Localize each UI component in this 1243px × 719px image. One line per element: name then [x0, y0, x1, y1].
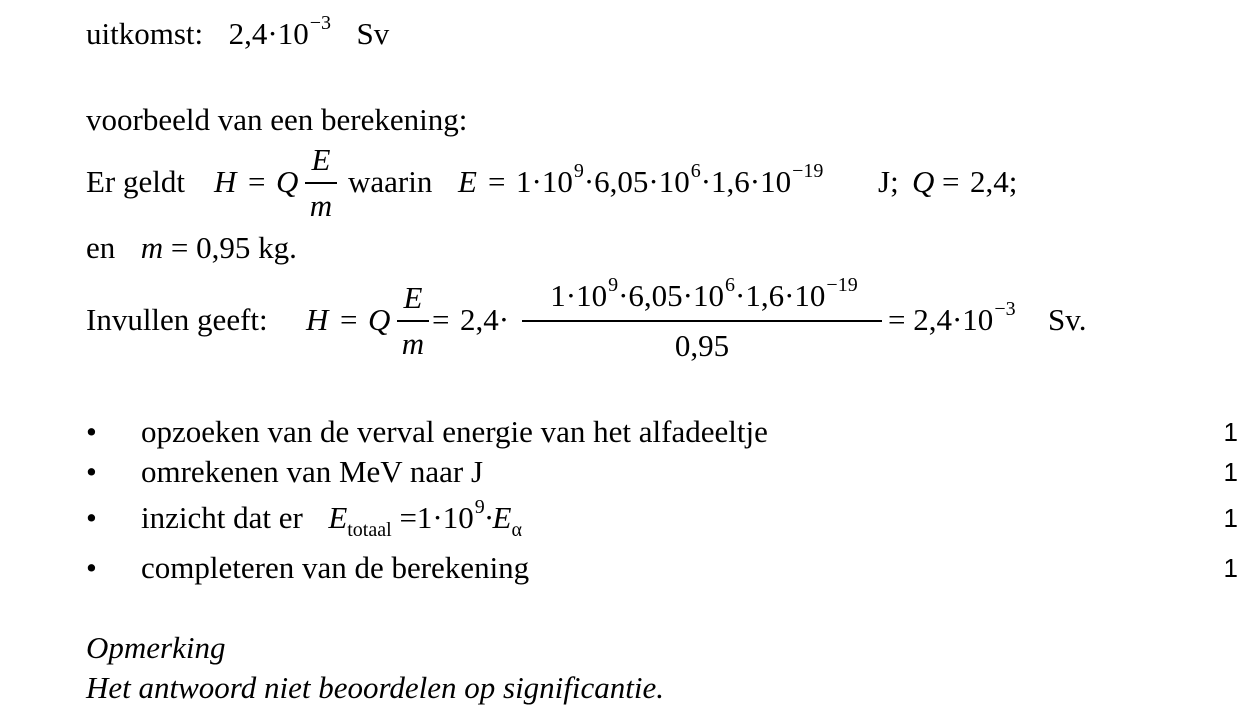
criterion-text: inzicht dat er $E_{totaal} =1\cdot 10^9\cdot E_\alpha$: [141, 496, 522, 541]
q-value: 2,4;: [970, 164, 1018, 199]
equals-sign: =: [248, 164, 266, 199]
big-fraction-denominator: 0,95: [674, 328, 730, 363]
criterion-score: 1: [1223, 503, 1238, 533]
bullet: •: [86, 500, 97, 535]
fraction-numerator-E: E: [311, 142, 331, 177]
symbol-H: H: [306, 302, 329, 337]
result-line: [86, 12, 390, 51]
symbol-Q-2: Q: [912, 164, 935, 199]
criterion-score: 1: [1223, 553, 1238, 583]
waarin-label: waarin: [348, 164, 433, 199]
equals-sign: =: [340, 302, 358, 337]
fraction-denominator-m: m: [401, 326, 425, 361]
big-fraction-numerator: $1\cdot 10^9\cdot 6,05\cdot 10^6\cdot 1,6\cdot 10^{-19}$: [550, 274, 858, 313]
line3-prefix: Invullen geeft:: [86, 302, 268, 337]
fraction-denominator-m: m: [309, 188, 333, 223]
remark-text: Het antwoord niet beoordelen op significantie.: [86, 670, 665, 705]
symbol-E: E: [458, 164, 477, 199]
example-heading: voorbeeld van een berekening:: [86, 102, 468, 137]
result-base: 10: [277, 16, 309, 51]
equals-sign: =: [942, 164, 960, 199]
energy-expression: $1\cdot 10^9\cdot 6,05\cdot 10^6\cdot 1,6\cdot 10^{-19}$: [516, 160, 824, 199]
criterion-score: 1: [1223, 417, 1238, 447]
final-result: = $2,4\cdot 10^{-3}$: [888, 298, 1016, 337]
m-value: 0,95 kg.: [196, 230, 297, 265]
symbol-m: m: [140, 230, 164, 265]
energy-unit: J;: [878, 164, 899, 199]
symbol-H: H: [214, 164, 237, 199]
criterion-text: opzoeken van de verval energie van het alfadeeltje: [141, 414, 768, 449]
line1-prefix: Er geldt: [86, 164, 185, 199]
criterion-text: omrekenen van MeV naar J: [141, 454, 484, 489]
result-unit: Sv: [356, 16, 390, 51]
bullet: •: [86, 550, 97, 585]
bullet: •: [86, 414, 97, 449]
equals-sign: =: [488, 164, 506, 199]
remark-heading: Opmerking: [86, 630, 226, 665]
result-exponent: −3: [309, 12, 331, 34]
final-unit: Sv.: [1048, 302, 1087, 337]
symbol-Q: Q: [276, 164, 299, 199]
result-mantissa: 2,4: [228, 16, 268, 51]
result-label: uitkomst:: [86, 16, 204, 51]
q-numeric: 2,4·: [460, 302, 510, 337]
result-dot: ·: [267, 16, 278, 51]
fraction-bar: [397, 320, 429, 322]
bullet: •: [86, 454, 97, 489]
equals-sign: =: [432, 302, 450, 337]
criterion-score: 1: [1223, 457, 1238, 487]
big-fraction-bar: [522, 320, 882, 322]
symbol-Q: Q: [368, 302, 391, 337]
fraction-numerator-E: E: [403, 280, 423, 315]
fraction-bar: [305, 182, 337, 184]
criterion-text: completeren van de berekening: [141, 550, 530, 585]
line2-prefix: en: [86, 230, 116, 265]
equals-sign: =: [170, 230, 189, 265]
formula-line-2: [86, 232, 297, 263]
